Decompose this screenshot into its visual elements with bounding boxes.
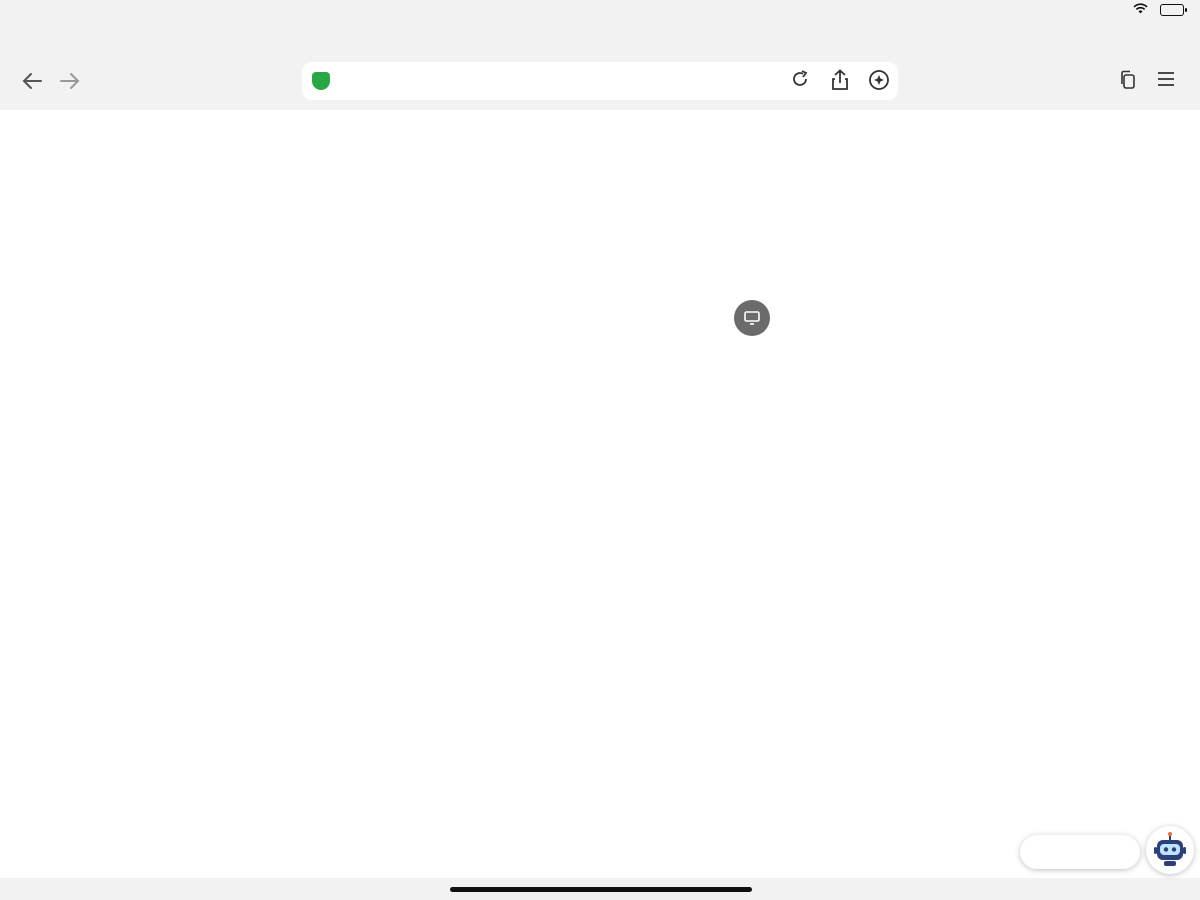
navigation-bar [0, 58, 1200, 110]
chat-button[interactable] [1020, 835, 1140, 869]
battery-icon [1160, 4, 1184, 16]
status-right [1133, 3, 1184, 17]
chat-bot-icon[interactable] [1146, 826, 1194, 874]
copy-icon[interactable] [1118, 70, 1136, 96]
forward-icon[interactable] [60, 70, 80, 96]
back-icon[interactable] [22, 70, 42, 96]
share-icon[interactable] [830, 69, 850, 96]
assistant-icon[interactable] [868, 69, 890, 96]
reload-icon[interactable] [790, 69, 810, 94]
web-content [0, 110, 1200, 900]
address-bar[interactable] [302, 62, 898, 100]
chart-display-button[interactable] [734, 300, 770, 336]
tab-bar [0, 22, 1200, 58]
menu-icon[interactable] [1156, 70, 1176, 94]
wifi-icon [1133, 3, 1148, 17]
home-indicator[interactable] [450, 887, 752, 892]
bankruptcy-line-chart [52, 280, 782, 790]
status-bar [0, 0, 1200, 22]
shield-icon [312, 72, 330, 90]
